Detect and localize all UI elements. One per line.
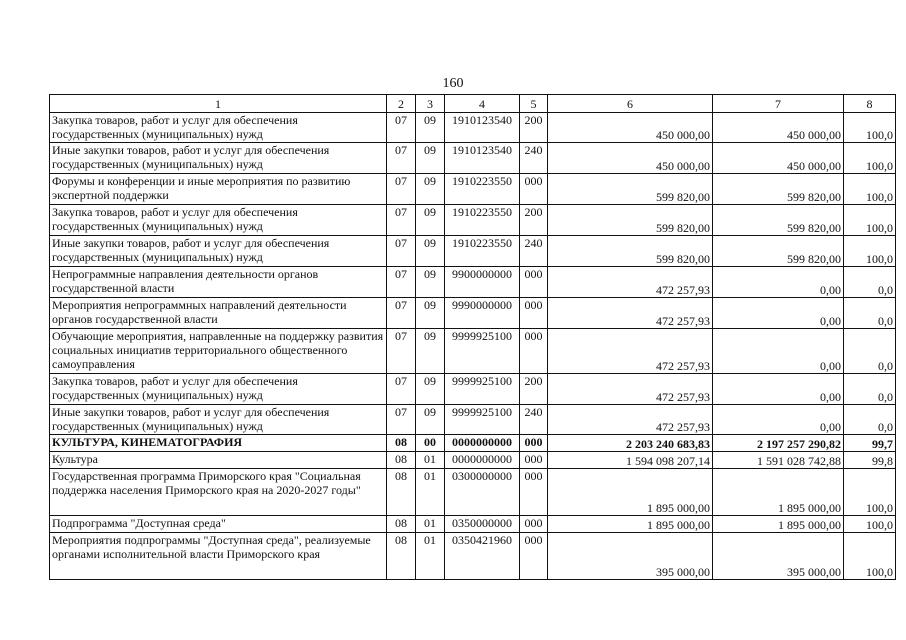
cell-executed: 0,00: [713, 267, 844, 298]
table-header-row: [50, 95, 896, 113]
cell-expense-type: 200: [520, 374, 548, 405]
cell-expense-type: 000: [520, 469, 548, 516]
cell-section: 07: [387, 143, 416, 174]
cell-executed: 599 820,00: [713, 236, 844, 267]
cell-percent: 0,0: [844, 329, 896, 374]
cell-name: Форумы и конференции и иные мероприятия по развитию экспертной поддержки: [50, 174, 387, 205]
cell-name: КУЛЬТУРА, КИНЕМАТОГРАФИЯ: [50, 435, 387, 452]
header-cell: 1: [50, 95, 387, 113]
table-row: [50, 516, 896, 533]
cell-subsection: 01: [416, 452, 445, 469]
cell-subsection: 01: [416, 469, 445, 516]
cell-planned: 472 257,93: [548, 267, 713, 298]
table-row: [50, 374, 896, 405]
cell-percent: 100,0: [844, 113, 896, 143]
cell-percent: 100,0: [844, 174, 896, 205]
cell-expense-type: 240: [520, 236, 548, 267]
cell-target-code: 0350421960: [445, 533, 520, 580]
cell-planned: 450 000,00: [548, 113, 713, 143]
cell-planned: 599 820,00: [548, 236, 713, 267]
cell-executed: 450 000,00: [713, 143, 844, 174]
cell-expense-type: 000: [520, 452, 548, 469]
cell-expense-type: 000: [520, 329, 548, 374]
cell-subsection: 09: [416, 298, 445, 329]
cell-name: Государственная программа Приморского края "Социальная поддержка населения Приморского края на 2020-2027 годы": [50, 469, 387, 516]
cell-expense-type: 000: [520, 174, 548, 205]
table-row: [50, 533, 896, 580]
cell-expense-type: 000: [520, 516, 548, 533]
cell-section: 08: [387, 452, 416, 469]
cell-name: Иные закупки товаров, работ и услуг для обеспечения государственных (муниципальных) нужд: [50, 143, 387, 174]
cell-executed: 0,00: [713, 405, 844, 435]
cell-target-code: 9999925100: [445, 374, 520, 405]
cell-name: Иные закупки товаров, работ и услуг для обеспечения государственных (муниципальных) нужд: [50, 236, 387, 267]
cell-subsection: 09: [416, 205, 445, 236]
cell-percent: 99,7: [844, 435, 896, 452]
header-cell: 6: [548, 95, 713, 113]
cell-subsection: 01: [416, 516, 445, 533]
cell-target-code: 0300000000: [445, 469, 520, 516]
cell-name: Подпрограмма "Доступная среда": [50, 516, 387, 533]
cell-name: Закупка товаров, работ и услуг для обеспечения государственных (муниципальных) нужд: [50, 205, 387, 236]
cell-planned: 1 895 000,00: [548, 469, 713, 516]
cell-expense-type: 000: [520, 298, 548, 329]
cell-planned: 450 000,00: [548, 143, 713, 174]
cell-section: 07: [387, 236, 416, 267]
cell-name: Мероприятия подпрограммы "Доступная среда", реализуемые органами исполнительной власти Приморского края: [50, 533, 387, 580]
cell-section: 07: [387, 329, 416, 374]
table-row: [50, 405, 896, 435]
cell-executed: 2 197 257 290,82: [713, 435, 844, 452]
cell-percent: 0,0: [844, 405, 896, 435]
header-cell: 3: [416, 95, 445, 113]
cell-executed: 450 000,00: [713, 113, 844, 143]
table-row: [50, 435, 896, 452]
cell-planned: 395 000,00: [548, 533, 713, 580]
cell-executed: 599 820,00: [713, 174, 844, 205]
cell-section: 07: [387, 113, 416, 143]
cell-name: Непрограммные направления деятельности органов государственной власти: [50, 267, 387, 298]
cell-subsection: 09: [416, 329, 445, 374]
header-cell: 4: [445, 95, 520, 113]
cell-percent: 100,0: [844, 533, 896, 580]
cell-expense-type: 000: [520, 533, 548, 580]
cell-executed: 1 591 028 742,88: [713, 452, 844, 469]
cell-executed: 1 895 000,00: [713, 469, 844, 516]
cell-expense-type: 200: [520, 205, 548, 236]
cell-subsection: 09: [416, 174, 445, 205]
cell-planned: 472 257,93: [548, 405, 713, 435]
cell-name: Мероприятия непрограммных направлений деятельности органов государственной власти: [50, 298, 387, 329]
cell-percent: 99,8: [844, 452, 896, 469]
cell-section: 07: [387, 298, 416, 329]
cell-name: Обучающие мероприятия, направленные на поддержку развития социальных инициатив территориального общественного самоуправления: [50, 329, 387, 374]
table-row: [50, 113, 896, 143]
cell-section: 07: [387, 205, 416, 236]
cell-name: Закупка товаров, работ и услуг для обеспечения государственных (муниципальных) нужд: [50, 374, 387, 405]
cell-target-code: 1910223550: [445, 174, 520, 205]
cell-percent: 100,0: [844, 469, 896, 516]
cell-section: 08: [387, 533, 416, 580]
cell-target-code: 1910123540: [445, 113, 520, 143]
cell-percent: 0,0: [844, 267, 896, 298]
cell-expense-type: 200: [520, 113, 548, 143]
cell-subsection: 01: [416, 533, 445, 580]
table-row: [50, 329, 896, 374]
cell-section: 08: [387, 435, 416, 452]
cell-percent: 100,0: [844, 236, 896, 267]
cell-subsection: 00: [416, 435, 445, 452]
cell-section: 08: [387, 516, 416, 533]
cell-section: 07: [387, 174, 416, 205]
cell-target-code: 0350000000: [445, 516, 520, 533]
cell-section: 07: [387, 405, 416, 435]
cell-planned: 1 895 000,00: [548, 516, 713, 533]
cell-target-code: 9999925100: [445, 329, 520, 374]
cell-planned: 472 257,93: [548, 329, 713, 374]
cell-percent: 0,0: [844, 298, 896, 329]
cell-target-code: 0000000000: [445, 435, 520, 452]
cell-target-code: 1910223550: [445, 236, 520, 267]
cell-target-code: 1910223550: [445, 205, 520, 236]
table-row: [50, 469, 896, 516]
table-row: [50, 452, 896, 469]
cell-planned: 599 820,00: [548, 205, 713, 236]
cell-expense-type: 000: [520, 267, 548, 298]
cell-subsection: 09: [416, 405, 445, 435]
cell-executed: 395 000,00: [713, 533, 844, 580]
cell-name: Закупка товаров, работ и услуг для обеспечения государственных (муниципальных) нужд: [50, 113, 387, 143]
cell-target-code: 9900000000: [445, 267, 520, 298]
cell-target-code: 9990000000: [445, 298, 520, 329]
cell-executed: 0,00: [713, 329, 844, 374]
header-cell: 2: [387, 95, 416, 113]
cell-executed: 0,00: [713, 298, 844, 329]
cell-expense-type: 240: [520, 143, 548, 174]
cell-target-code: 1910123540: [445, 143, 520, 174]
budget-table: [49, 94, 896, 580]
cell-expense-type: 000: [520, 435, 548, 452]
cell-percent: 100,0: [844, 143, 896, 174]
header-cell: 5: [520, 95, 548, 113]
cell-section: 07: [387, 374, 416, 405]
cell-planned: 2 203 240 683,83: [548, 435, 713, 452]
cell-percent: 0,0: [844, 374, 896, 405]
cell-planned: 1 594 098 207,14: [548, 452, 713, 469]
cell-percent: 100,0: [844, 205, 896, 236]
cell-planned: 472 257,93: [548, 374, 713, 405]
table-row: [50, 205, 896, 236]
cell-executed: 1 895 000,00: [713, 516, 844, 533]
cell-executed: 0,00: [713, 374, 844, 405]
page-number: 160: [442, 76, 464, 91]
cell-percent: 100,0: [844, 516, 896, 533]
table-row: [50, 174, 896, 205]
cell-subsection: 09: [416, 143, 445, 174]
table-row: [50, 143, 896, 174]
cell-subsection: 09: [416, 374, 445, 405]
cell-name: Иные закупки товаров, работ и услуг для обеспечения государственных (муниципальных) нужд: [50, 405, 387, 435]
table-row: [50, 236, 896, 267]
cell-section: 08: [387, 469, 416, 516]
cell-planned: 472 257,93: [548, 298, 713, 329]
cell-target-code: 9999925100: [445, 405, 520, 435]
cell-target-code: 0000000000: [445, 452, 520, 469]
header-cell: 7: [713, 95, 844, 113]
cell-subsection: 09: [416, 236, 445, 267]
cell-subsection: 09: [416, 267, 445, 298]
header-cell: 8: [844, 95, 896, 113]
cell-subsection: 09: [416, 113, 445, 143]
cell-expense-type: 240: [520, 405, 548, 435]
cell-executed: 599 820,00: [713, 205, 844, 236]
cell-planned: 599 820,00: [548, 174, 713, 205]
table-row: [50, 267, 896, 298]
cell-section: 07: [387, 267, 416, 298]
table-row: [50, 298, 896, 329]
cell-name: Культура: [50, 452, 387, 469]
